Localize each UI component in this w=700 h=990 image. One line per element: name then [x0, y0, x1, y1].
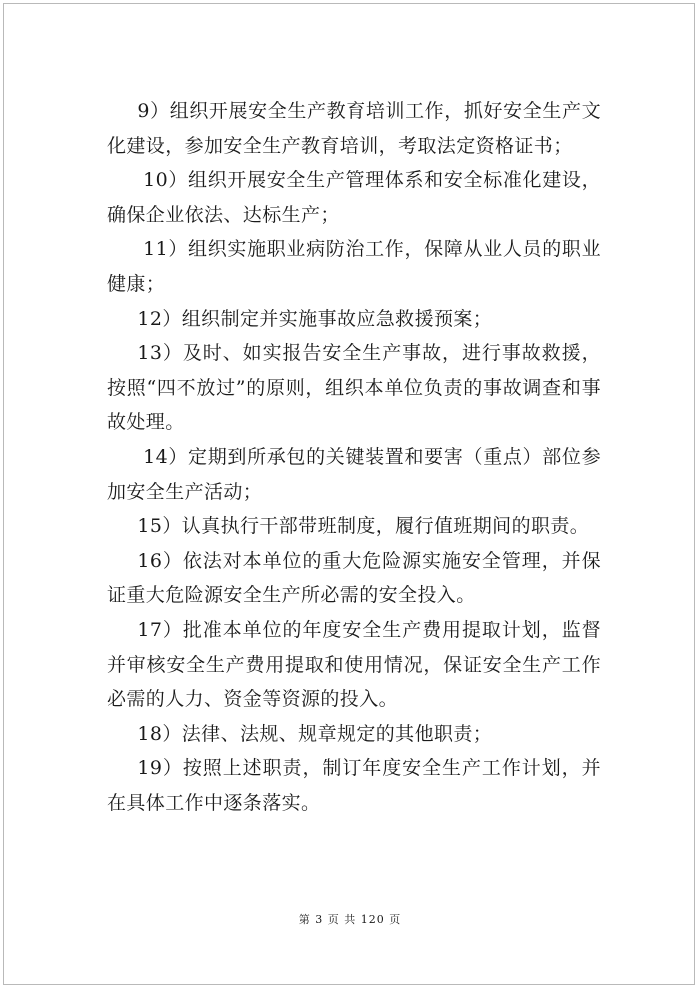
paragraph-item-19: 19）按照上述职责，制订年度安全生产工作计划，并在具体工作中逐条落实。 — [107, 757, 601, 814]
paragraph-item-9: 9）组织开展安全生产教育培训工作，抓好安全生产文化建设，参加安全生产教育培训，考取法定资格证书； — [107, 100, 601, 157]
paragraph-item-12: 12）组织制定并实施事故应急救援预案； — [137, 307, 493, 330]
paragraph-item-11: 11）组织实施职业病防治工作，保障从业人员的职业健康； — [107, 238, 601, 295]
page-number-footer: 第 3 页 共 120 页 — [298, 913, 402, 926]
paragraph-item-17: 17）批准本单位的年度安全生产费用提取计划，监督并审核安全生产费用提取和使用情况，保证安全生产工作必需的人力、资金等资源的投入。 — [107, 618, 601, 711]
paragraph-item-18: 18）法律、法规、规章规定的其他职责； — [137, 722, 493, 745]
paragraph-item-10: 10）组织开展安全生产管理体系和安全标准化建设，确保企业依法、达标生产； — [107, 169, 601, 226]
paragraph-item-14: 14）定期到所承包的关键装置和要害（重点）部位参加安全生产活动； — [107, 445, 601, 503]
paragraph-item-15: 15）认真执行干部带班制度，履行值班期间的职责。 — [137, 515, 590, 538]
paragraph-item-13: 13）及时、如实报告安全生产事故，进行事故救援，按照“四不放过”的原则，组织本单位负责的事故调查和事故处理。 — [107, 342, 601, 434]
document-body — [107, 94, 601, 820]
paragraph-item-16: 16）依法对本单位的重大危险源实施安全管理，并保证重大危险源安全生产所必需的安全投入。 — [107, 549, 601, 607]
